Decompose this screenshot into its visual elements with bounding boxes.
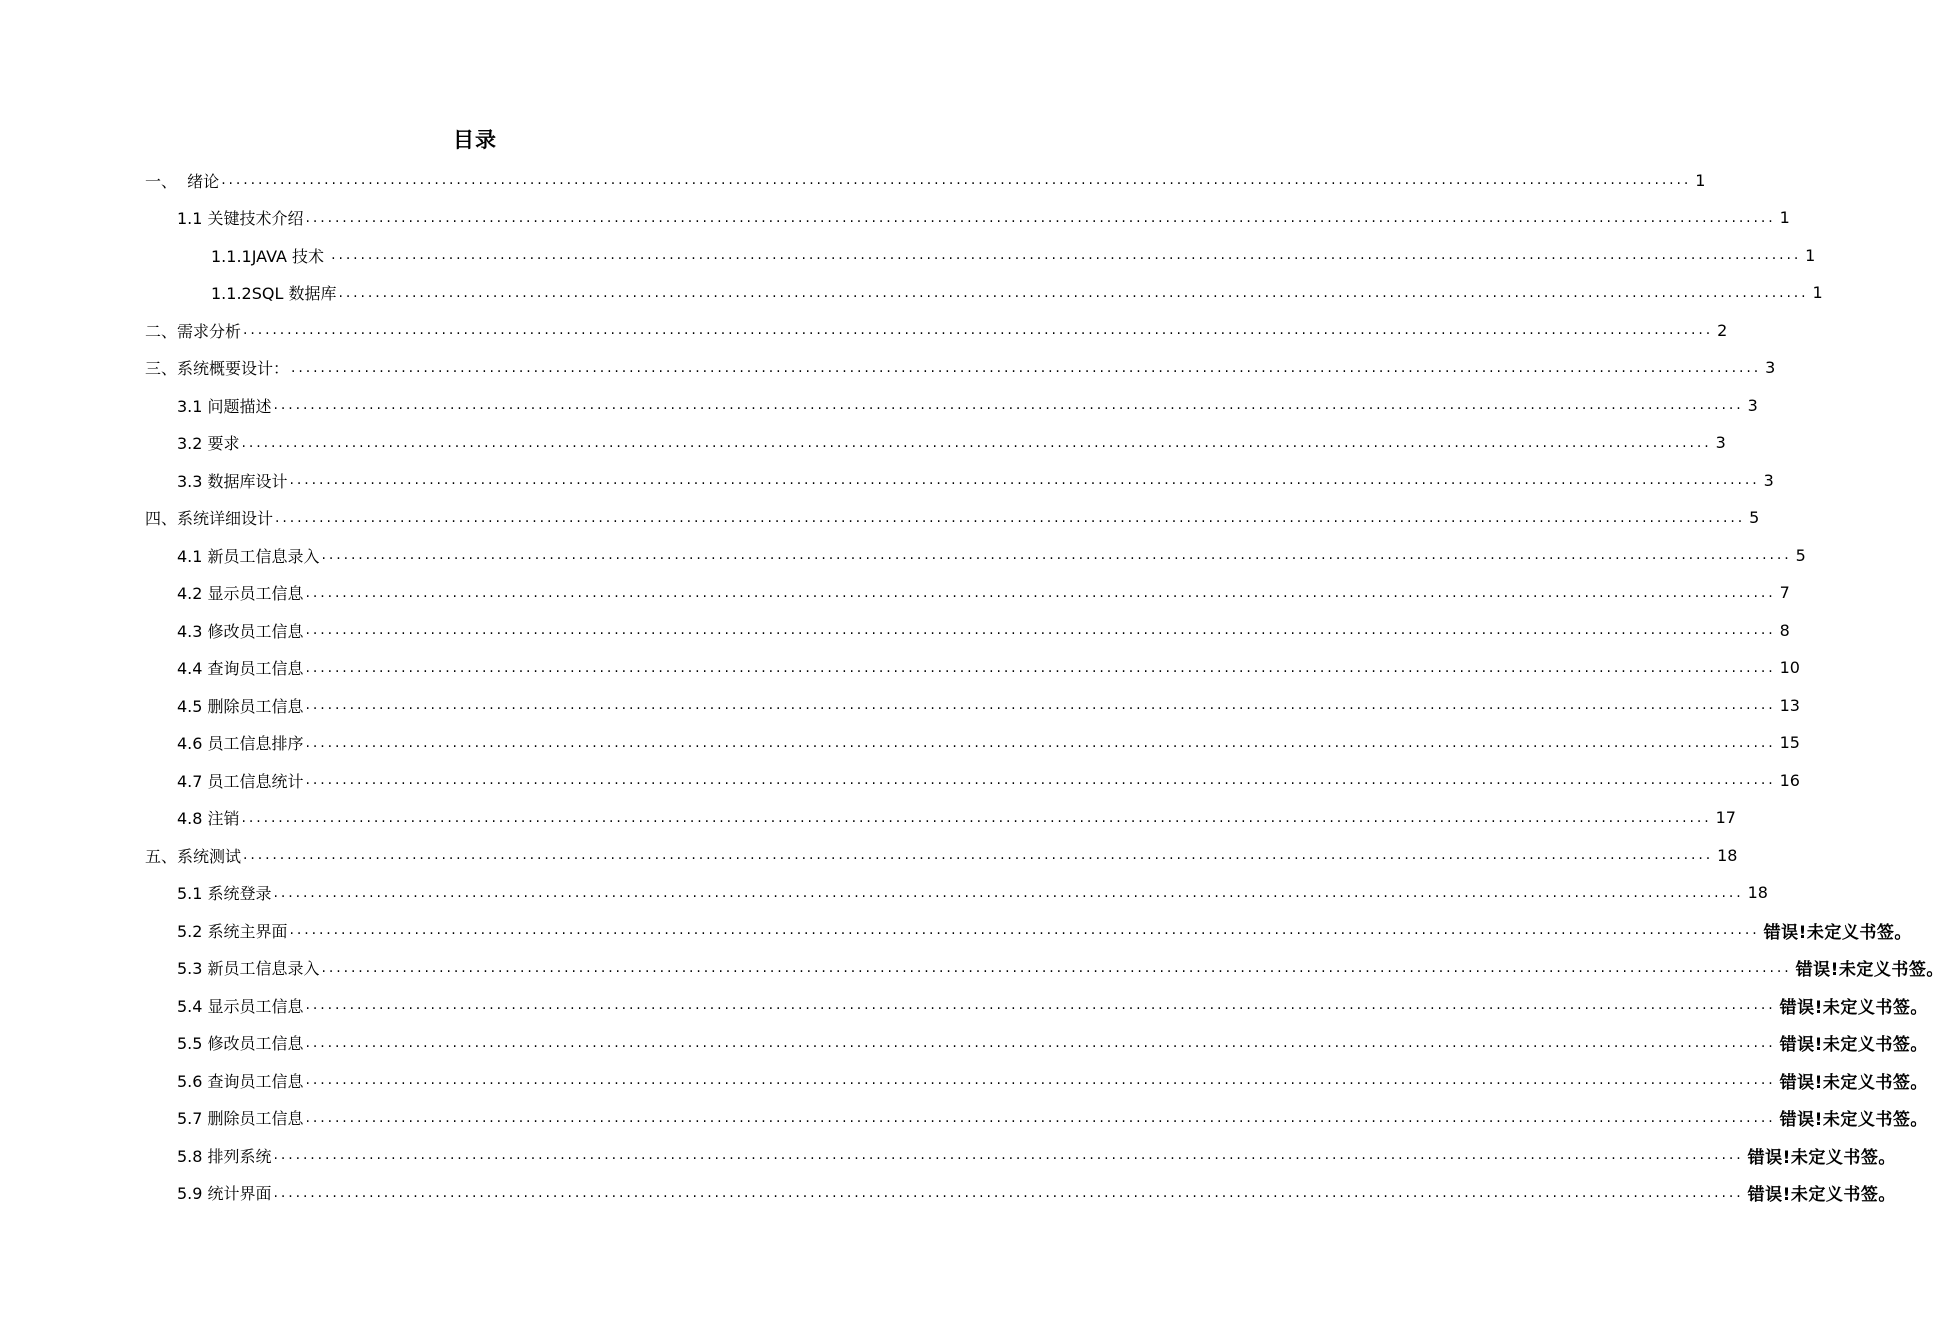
toc-entry[interactable]: [0, 1028, 1928, 1058]
toc-entry[interactable]: [0, 728, 1800, 758]
toc-page-number: 8: [1779, 620, 1790, 640]
toc-bookmark-error: 错误!未定义书签。: [1747, 1185, 1896, 1205]
toc-entry-label: 5.5 修改员工信息: [177, 1034, 304, 1053]
toc-page-number: 1: [1805, 245, 1816, 265]
toc-page-number: 3: [1715, 433, 1726, 452]
toc-entry[interactable]: [0, 390, 1758, 420]
toc-entry-label: 4.2 显示员工信息: [177, 584, 304, 603]
toc-page-number: 5: [1749, 508, 1760, 527]
toc-page-number: 17: [1715, 808, 1736, 827]
toc-entry[interactable]: [0, 578, 1790, 608]
toc-entry-label: 5.2 系统主界面: [177, 921, 288, 941]
toc-entry-label: 4.6 员工信息排序: [177, 734, 304, 753]
toc-dot-leader: ........................................................................................................................................................................................................: [243, 322, 1714, 338]
toc-entry[interactable]: [0, 503, 1760, 533]
toc-dot-leader: ........................................................................................................................................................................................................: [275, 509, 1746, 526]
toc-bookmark-error: 错误!未定义书签。: [1779, 1072, 1928, 1093]
toc-dot-leader: ........................................................................................................................................................................................................: [338, 284, 1809, 301]
toc-entry[interactable]: [0, 915, 1912, 945]
toc-entry-label: 1.1.2SQL 数据库: [211, 284, 337, 303]
toc-entry-label: 四、系统详细设计: [145, 509, 274, 528]
toc-entry[interactable]: [0, 353, 1776, 383]
toc-dot-leader: ........................................................................................................................................................................................................: [289, 922, 1760, 938]
toc-entry[interactable]: [0, 990, 1928, 1020]
toc-entry-label: 三、系统概要设计：: [145, 359, 290, 378]
toc-entry[interactable]: [0, 278, 1823, 308]
toc-entry[interactable]: [0, 165, 1706, 195]
toc-dot-leader: ........................................................................................................................................................................................................: [305, 697, 1776, 713]
toc-page-number: 3: [1765, 358, 1776, 377]
toc-dot-leader: ........................................................................................................................................................................................................: [305, 622, 1776, 638]
toc-bookmark-error: 错误!未定义书签。: [1795, 960, 1944, 980]
toc-dot-leader: ........................................................................................................................................................................................................: [305, 1072, 1776, 1088]
toc-entry[interactable]: [0, 1178, 1896, 1208]
toc-page-number: 5: [1795, 545, 1806, 565]
toc-dot-leader: ........................................................................................................................................................................................................: [241, 434, 1712, 451]
toc-entry[interactable]: [0, 803, 1736, 833]
toc-entry[interactable]: [0, 878, 1768, 908]
toc-page-number: 7: [1779, 583, 1790, 602]
toc-page-number: 18: [1717, 845, 1738, 865]
toc-entry[interactable]: [0, 840, 1738, 870]
toc-dot-leader: ........................................................................................................................................................................................................: [305, 734, 1776, 751]
toc-entry-label: 5.8 排列系统: [177, 1146, 272, 1166]
toc-entry[interactable]: [0, 765, 1800, 795]
toc-entry-label: 4.1 新员工信息录入: [177, 546, 320, 566]
toc-entry[interactable]: [0, 315, 1728, 345]
toc-entry[interactable]: [0, 953, 1944, 983]
toc-page-number: 10: [1779, 658, 1800, 677]
toc-entry-label: 3.3 数据库设计: [177, 471, 288, 491]
toc-page-number: 2: [1717, 320, 1728, 340]
toc-entry-label: 5.1 系统登录: [177, 884, 272, 903]
toc-entry[interactable]: [0, 615, 1790, 645]
toc-dot-leader: ........................................................................................................................................................................................................: [305, 584, 1776, 601]
toc-entry-label: 4.4 查询员工信息: [177, 659, 304, 678]
toc-dot-leader: ........................................................................................................................................................................................................: [221, 172, 1692, 188]
toc-entry-label: 3.1 问题描述: [177, 396, 272, 416]
toc-entry[interactable]: [0, 1140, 1896, 1170]
toc-page-number: 1: [1695, 170, 1706, 190]
toc-page-number: 3: [1747, 395, 1758, 415]
toc-entry-label: 4.7 员工信息统计: [177, 771, 304, 791]
toc-entry-label: 二、需求分析: [145, 321, 242, 341]
toc-entry-label: 五、系统测试: [145, 846, 242, 866]
toc-page-number: 13: [1779, 695, 1800, 715]
toc-dot-leader: ........................................................................................................................................................................................................: [241, 809, 1712, 826]
toc-entry-label: 1.1.1JAVA 技术: [211, 246, 330, 266]
toc-page-number: 1: [1779, 208, 1790, 227]
toc-page-number: 3: [1763, 470, 1774, 490]
toc-entry[interactable]: [0, 1065, 1928, 1095]
toc-entry[interactable]: [0, 428, 1726, 458]
toc-dot-leader: ........................................................................................................................................................................................................: [321, 547, 1792, 563]
toc-entry[interactable]: [0, 203, 1790, 233]
toc-dot-leader: ........................................................................................................................................................................................................: [289, 472, 1760, 488]
toc-dot-leader: ........................................................................................................................................................................................................: [321, 959, 1792, 976]
toc-dot-leader: ........................................................................................................................................................................................................: [305, 772, 1776, 788]
toc-entry-label: 1.1 关键技术介绍: [177, 209, 304, 228]
toc-dot-leader: ........................................................................................................................................................................................................: [305, 1034, 1776, 1051]
toc-title: 目录: [453, 128, 497, 152]
toc-entry-label: 4.3 修改员工信息: [177, 621, 304, 641]
toc-entry[interactable]: [0, 465, 1774, 495]
toc-entry-label: 5.3 新员工信息录入: [177, 959, 320, 978]
toc-entry-label: 5.9 统计界面: [177, 1184, 272, 1203]
toc-entry-label: 5.4 显示员工信息: [177, 996, 304, 1016]
toc-dot-leader: ........................................................................................................................................................................................................: [243, 847, 1714, 863]
toc-entry[interactable]: [0, 653, 1800, 683]
toc-entry-label: 5.7 删除员工信息: [177, 1109, 304, 1128]
toc-entry-label: 4.5 删除员工信息: [177, 696, 304, 716]
toc-entry[interactable]: [0, 240, 1816, 270]
toc-page-number: 1: [1812, 283, 1823, 302]
toc-entry-label: 3.2 要求: [177, 434, 240, 453]
toc-dot-leader: ........................................................................................................................................................................................................: [305, 1109, 1776, 1126]
toc-dot-leader: ........................................................................................................................................................................................................: [273, 1147, 1744, 1163]
toc-dot-leader: ........................................................................................................................................................................................................: [273, 1184, 1744, 1201]
toc-bookmark-error: 错误!未定义书签。: [1747, 1147, 1896, 1168]
toc-page-number: 16: [1779, 770, 1800, 790]
toc-entry[interactable]: [0, 540, 1806, 570]
toc-dot-leader: ........................................................................................................................................................................................................: [305, 209, 1776, 226]
toc-bookmark-error: 错误!未定义书签。: [1763, 922, 1912, 943]
toc-bookmark-error: 错误!未定义书签。: [1779, 1035, 1928, 1055]
toc-entry-label: 5.6 查询员工信息: [177, 1071, 304, 1091]
toc-page-number: 15: [1779, 733, 1800, 752]
toc-entry-label: 一、 绪论: [145, 171, 220, 191]
toc-entry-label: 4.8 注销: [177, 809, 240, 828]
toc-dot-leader: ........................................................................................................................................................................................................: [273, 397, 1744, 413]
toc-entry[interactable]: [0, 690, 1800, 720]
toc-dot-leader: ........................................................................................................................................................................................................: [331, 247, 1802, 263]
toc-dot-leader: ........................................................................................................................................................................................................: [305, 659, 1776, 676]
toc-bookmark-error: 错误!未定义书签。: [1779, 997, 1928, 1018]
toc-dot-leader: ........................................................................................................................................................................................................: [305, 997, 1776, 1013]
toc-bookmark-error: 错误!未定义书签。: [1779, 1110, 1928, 1130]
toc-dot-leader: ........................................................................................................................................................................................................: [291, 359, 1762, 376]
toc-dot-leader: ........................................................................................................................................................................................................: [273, 884, 1744, 901]
toc-entry[interactable]: [0, 1103, 1928, 1133]
toc-page-number: 18: [1747, 883, 1768, 902]
